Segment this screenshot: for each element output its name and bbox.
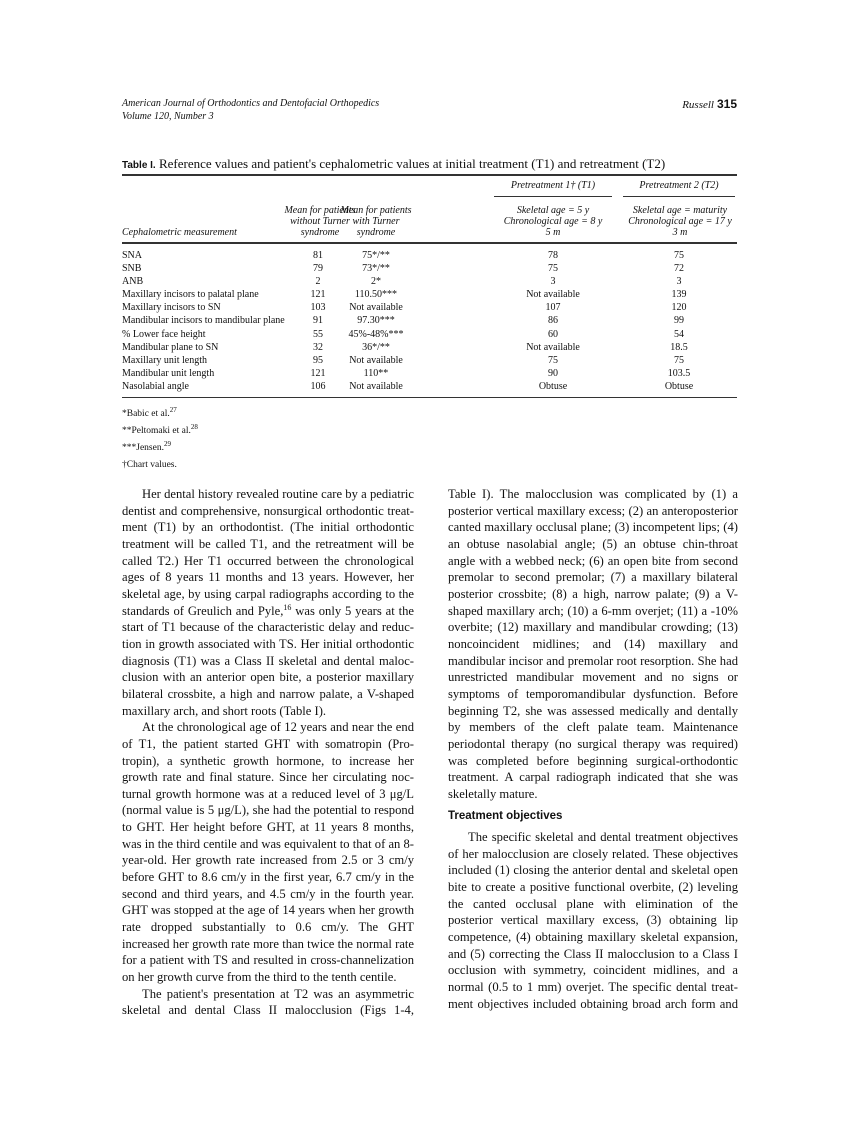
cell-value: 54 <box>674 328 684 340</box>
table-row <box>122 249 737 262</box>
measurement-name: Maxillary incisors to SN <box>122 302 221 314</box>
running-head-left <box>122 97 379 123</box>
cell-value: 79 <box>313 263 323 275</box>
cell-value: 90 <box>548 367 558 379</box>
table-row <box>122 354 737 367</box>
measurement-name: Mandibular incisors to mandibular plane <box>122 315 285 327</box>
text-run: was only 5 years at the start of T1 because of the characteristic delay and reduction in growth associated with TS. Her initial orthodontic diagnosis (T1) was a Class II skeletal and dental malocclusion with an anterior open bite, a posterior maxillary bilateral crossbite, a high and narrow palate, a V-shaped maxillary arch, and short roots (Table I). <box>122 603 414 718</box>
paragraph-ght: At the chronological age of 12 years and near the end of T1, the patient started GHT with somatropin (Protropin), a synthetic growth hormone, to increase her growth rate and final stature. Since her circulating nocturnal growth hormone was at a reduced level of 3 μg/L (normal value is 5 μg/L), she had the potential to respond to GHT. Her height before GHT, at 11 years 8 months, was in the third centile and was equivalent to that of an 8-year-old. Her growth rate increased from 2.5 or 3 cm/y before GHT to 8.6 cm/y in the first year, 6.7 cm/y in the second and third years, and 4.5 cm/y in the fourth year. GHT was stopped at the age of 14 years when her growth rate dropped substantially to 0.6 cm/y. The GHT increased her growth rate more than twice the normal rate for a patient with TS and resulted in cross-channelization on her growth curve from the third to the tenth centile. <box>122 720 414 985</box>
cell-value: 110** <box>363 367 389 379</box>
table-bottom-rule <box>122 397 737 398</box>
group-header-t2: Pretreatment 2 (T2) <box>639 180 719 191</box>
cell-value: 2 <box>315 276 321 288</box>
cell-value: 121 <box>310 289 326 301</box>
group-rule-t1 <box>494 196 612 197</box>
paragraph-objectives: The specific skeletal and dental treatment objectives of her malocclusion are closely related. These objectives included (1) closing the anterior dental and skeletal open bite to create a positive functional overbite, (2) leveling the canted occlusal plane with elimination of the posterior vertical maxillary excess, (3) obtaining lip competence, (4) obtaining maxillary skeletal expansion, and (5) correcting the Class II malocclusion to a Class I occlusion with symmetry, coincident midlines, and a normal (0.5 to 1 mm) overjet. The specific dental treatment objectives included obtaining broad arch form and <box>448 830 738 1011</box>
cell-value: 75 <box>674 354 684 366</box>
measurement-name: Mandibular plane to SN <box>122 341 219 353</box>
spacer-cell <box>406 341 485 354</box>
table-top-rule <box>122 174 737 176</box>
measurement-name: Maxillary unit length <box>122 354 207 366</box>
cell-value: 95 <box>313 354 323 366</box>
cell-value: 81 <box>313 250 323 261</box>
cell-value: Obtuse <box>664 380 694 392</box>
cell-value: 2* <box>371 276 381 288</box>
cell-value: 91 <box>313 315 323 327</box>
spacer-cell <box>406 354 485 367</box>
group-rule-t2 <box>623 196 735 197</box>
cell-value: 36*/** <box>362 341 390 353</box>
cell-value: 60 <box>548 328 558 340</box>
table-caption-text: Reference values and patient's cephalometric values at initial treatment (T1) and retreatment (T2) <box>158 156 666 171</box>
table-row <box>122 367 737 380</box>
cell-value: 97.30*** <box>357 315 395 327</box>
footnote-text: †Chart values. <box>122 460 177 471</box>
footnote <box>122 404 198 421</box>
table-row <box>122 301 737 314</box>
col-header-t2: Skeletal age = maturity Chronological age = 17 y 3 m <box>628 205 732 238</box>
footnote-text: *Babic et al. <box>122 409 170 420</box>
table-row <box>122 275 737 288</box>
spacer-cell <box>406 314 485 327</box>
table-label: Table I. <box>122 160 156 171</box>
cell-value: 78 <box>548 250 558 261</box>
col-header-measurement: Cephalometric measurement <box>122 227 237 238</box>
cell-value: 32 <box>313 341 323 353</box>
table-row <box>122 328 737 341</box>
spacer-cell <box>406 367 485 380</box>
footnote <box>122 438 198 455</box>
section-heading: Treatment objectives <box>448 810 563 823</box>
spacer-cell <box>406 301 485 314</box>
measurement-name: ANB <box>122 276 144 288</box>
spacer-cell <box>406 328 485 341</box>
cell-value: 18.5 <box>670 341 688 353</box>
right-column <box>448 486 738 1012</box>
table-footnotes <box>122 404 198 473</box>
cell-value: 55 <box>313 328 323 340</box>
table-row <box>122 262 737 275</box>
cell-value: 107 <box>545 302 561 314</box>
cell-value: Not available <box>349 354 403 366</box>
spacer-cell <box>406 380 485 393</box>
cell-value: 45%-48%*** <box>348 328 404 340</box>
cell-value: Not available <box>526 341 580 353</box>
left-column <box>122 486 414 1019</box>
cell-value: 110.50*** <box>354 289 398 301</box>
page-number: 315 <box>716 97 737 111</box>
measurement-name: SNB <box>122 263 142 275</box>
table-row <box>122 341 737 354</box>
cell-value: 103.5 <box>667 367 691 379</box>
footnote-ref: 28 <box>190 423 198 432</box>
cell-value: 99 <box>674 315 684 327</box>
text-run: Her dental history revealed routine care by a pediatric dentist and comprehensive, nonsurgical orthodontic treatment (T1) by an orthodontist. (The initial orthodontic treatment will be called T1, and the retreatment will be called T2.) Her T1 occurred between the chronological ages of 8 years 11 months and 13 years. However, her skeletal age, by using carpal radiographs according to the standards of Greulich and Pyle, <box>122 487 414 618</box>
volume-info: Volume 120, Number 3 <box>122 111 214 122</box>
spacer-cell <box>406 275 485 288</box>
running-head-right <box>682 97 737 111</box>
table-header-rule <box>122 242 737 244</box>
cell-value: 121 <box>310 367 326 379</box>
cell-value: 106 <box>310 380 326 392</box>
measurement-name: Nasolabial angle <box>122 380 189 392</box>
table-row <box>122 380 737 393</box>
cell-value: Not available <box>349 302 403 314</box>
cell-value: 120 <box>671 302 687 314</box>
cell-value: 73*/** <box>362 263 390 275</box>
cephalometric-table <box>122 249 737 393</box>
cell-value: Not available <box>349 380 403 392</box>
measurement-name: Maxillary incisors to palatal plane <box>122 289 259 301</box>
paragraph-t2-presentation: The patient's presentation at T2 was an asymmetric skeletal and dental Class II malocclusion (Figs 1-4, <box>122 986 414 1018</box>
footnote-text: **Peltomaki et al. <box>122 426 191 437</box>
cell-value: 75*/** <box>362 250 390 261</box>
col-header-without-ts: Mean for patients without Turner syndrome <box>284 205 356 238</box>
measurement-name: % Lower face height <box>122 328 206 340</box>
paragraph-dental-history <box>122 486 414 719</box>
footnote <box>122 421 198 438</box>
footnote <box>122 455 198 472</box>
table-row <box>122 314 737 327</box>
journal-name: American Journal of Orthodontics and Dentofacial Orthopedics <box>122 98 380 109</box>
cell-value: 3 <box>550 276 556 288</box>
cell-value: 3 <box>676 276 682 288</box>
group-header-t1: Pretreatment 1† (T1) <box>510 180 596 191</box>
cell-value: 72 <box>674 263 684 275</box>
cell-value: 75 <box>674 250 684 261</box>
spacer-cell <box>406 288 485 301</box>
measurement-name: Mandibular unit length <box>122 367 215 379</box>
cell-value: 103 <box>310 302 326 314</box>
measurement-name: SNA <box>122 250 143 261</box>
footnote-text: ***Jensen. <box>122 443 164 454</box>
cell-value: Not available <box>526 289 580 301</box>
footnote-ref: 29 <box>163 440 171 449</box>
footnote-ref: 27 <box>169 406 177 414</box>
cell-value: 86 <box>548 315 558 327</box>
spacer-cell <box>406 262 485 275</box>
cell-value: 75 <box>548 263 558 275</box>
paragraph-malocclusion: Table I). The malocclusion was complicated by (1) a posterior vertical maxillary excess; (2) an anteroposterior canted maxillary occlusal plane; (3) incompetent lips; (4) an obtuse nasolabial angle; (5) an obtuse chin-throat angle with a webbed neck; (6) an open bite from second premolar to second premolar; (7) a maxillary bilateral posterior crossbite; (8) a high, narrow palate; (9) a V-shaped maxillary arch; (10) a 6-mm overjet; (11) a -10% overbite; (12) maxillary and mandibular crowding; (13) noncoincident midlines; and (14) maxillary and mandibular incisor and premolar root resorption. She had unrestricted mandibular movement and no signs or symptoms of temporomandibular dysfunction. Before beginning T2, she was assessed medically and dentally by members of the cleft palate team. Maintenance periodontal therapy (no surgical therapy was required) was completed before beginning surgical-orthodontic treatment. A carpal radiograph indicated that she was skeletally mature. <box>448 487 738 801</box>
table-caption <box>122 156 665 172</box>
col-header-with-ts: Mean for patients with Turner syndrome <box>340 205 412 238</box>
cell-value: 139 <box>671 289 687 301</box>
col-header-t1: Skeletal age = 5 y Chronological age = 8 y 5 m <box>503 205 603 238</box>
cell-value: Obtuse <box>538 380 568 392</box>
author-name: Russell <box>682 99 714 111</box>
citation-ref: 16 <box>283 602 292 612</box>
table-row <box>122 288 737 301</box>
cell-value: 75 <box>548 354 558 366</box>
spacer-cell <box>406 249 485 262</box>
